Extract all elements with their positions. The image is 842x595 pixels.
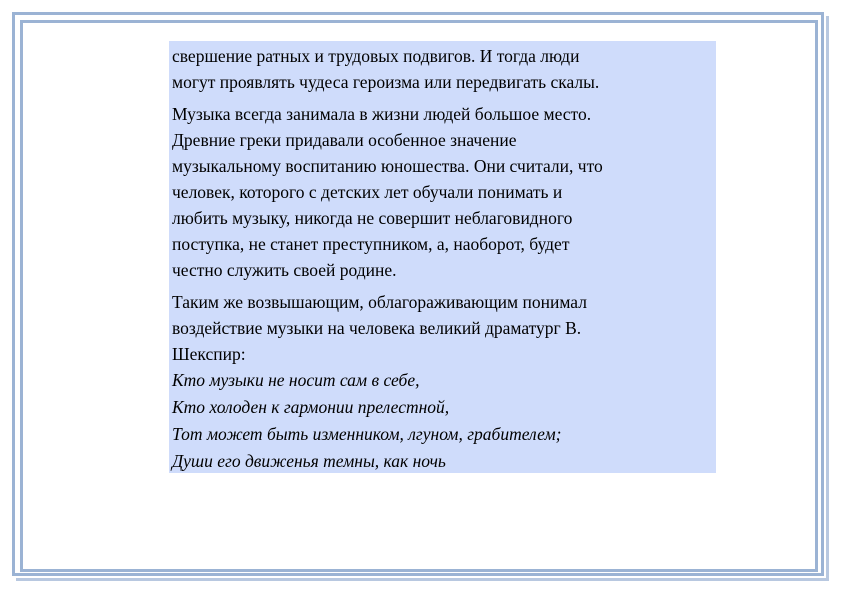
- text-line: любить музыку, никогда не совершит неблаговидного: [172, 208, 573, 228]
- paragraph-3: [172, 289, 713, 367]
- text-line: Шекспир:: [172, 344, 246, 364]
- frame-shadow-bottom: [16, 578, 829, 581]
- verse-line: Тот может быть изменником, лгуном, грабителем;: [172, 424, 562, 444]
- text-block: [169, 41, 716, 473]
- text-line: честно служить своей родине.: [172, 260, 397, 280]
- text-line: воздействие музыки на человека великий драматург В.: [172, 318, 582, 338]
- text-line: свершение ратных и трудовых подвигов. И тогда люди: [172, 46, 580, 66]
- verse-line: Души его движенья темны, как ночь: [172, 451, 446, 471]
- verse-line: Кто холоден к гармонии прелестной,: [172, 397, 450, 417]
- verse-quote: [172, 367, 713, 475]
- paragraph-1: [172, 43, 713, 95]
- verse-line: Кто музыки не носит сам в себе,: [172, 370, 420, 390]
- paragraph-2: [172, 101, 713, 283]
- text-line: Древние греки придавали особенное значение: [172, 130, 517, 150]
- text-line: Таким же возвышающим, облагораживающим понимал: [172, 292, 587, 312]
- text-line: могут проявлять чудеса героизма или передвигать скалы.: [172, 72, 600, 92]
- frame-shadow-right: [826, 16, 829, 580]
- text-line: поступка, не станет преступником, а, наоборот, будет: [172, 234, 570, 254]
- text-line: человек, которого с детских лет обучали понимать и: [172, 182, 563, 202]
- text-line: Музыка всегда занимала в жизни людей большое место.: [172, 104, 592, 124]
- text-line: музыкальному воспитанию юношества. Они считали, что: [172, 156, 603, 176]
